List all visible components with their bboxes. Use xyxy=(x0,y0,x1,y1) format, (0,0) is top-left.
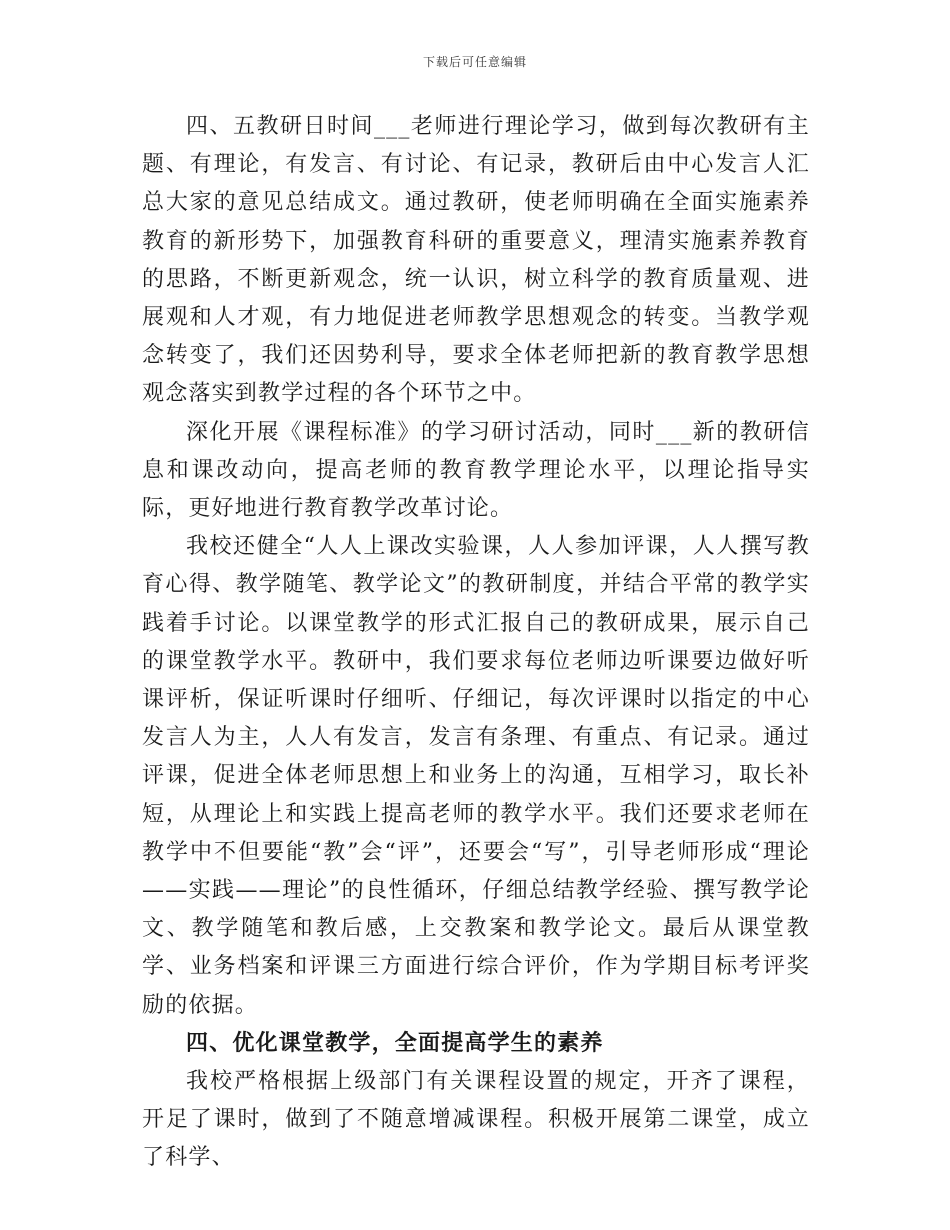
paragraph-teaching-research: 四、五教研日时间___老师进行理论学习，做到每次教研有主题、有理论，有发言、有讨论、有记录，教研后由中心发言人汇总大家的意见总结成文。通过教研，使老师明确在全面实施素养教育的新形势下，加强教育科研的重要意义，理清实施素养教育的思路，不断更新观念，统一认识，树立科学的教育质量观、进展观和人才观，有力地促进老师教学思想观念的转变。当教学观念转变了，我们还因势利导，要求全体老师把新的教育教学思想观念落实到教学过程的各个环节之中。 xyxy=(142,114,810,407)
paragraph-curriculum-standard: 深化开展《课程标准》的学习研讨活动，同时___新的教研信息和课改动向，提高老师的教育教学理论水平，以理论指导实际，更好地进行教育教学改革讨论。 xyxy=(142,419,810,522)
document-body xyxy=(142,108,810,1178)
header-note: 下载后可任意编辑 xyxy=(422,55,527,69)
section-heading: 四、优化课堂教学，全面提高学生的素养 xyxy=(186,1030,604,1056)
paragraph-evaluation-system: 我校还健全“人人上课改实验课，人人参加评课，人人撰写教育心得、教学随笔、教学论文”的教研制度，并结合平常的教学实践着手讨论。以课堂教学的形式汇报自己的教研成果，展示自己的课堂教学水平。教研中，我们要求每位老师边听课要边做好听课评析，保证听课时仔细听、仔细记，每次评课时以指定的中心发言人为主，人人有发言，发言有条理、有重点、有记录。通过评课，促进全体老师思想上和业务上的沟通，互相学习，取长补短，从理论上和实践上提高老师的教学水平。我们还要求老师在教学中不但要能“教”会“评”，还要会“写”，引导老师形成“理论——实践——理论”的良性循环，仔细总结教学经验、撰写教学论文、教学随笔和教后感，上交教案和教学论文。最后从课堂教学、业务档案和评课三方面进行综合评价，作为学期目标考评奖励的依据。 xyxy=(142,534,810,1018)
paragraph-curriculum-setting: 我校严格根据上级部门有关课程设置的规定，开齐了课程，开足了课时，做到了不随意增减课程。积极开展第二课堂，成立了科学、 xyxy=(142,1069,810,1171)
